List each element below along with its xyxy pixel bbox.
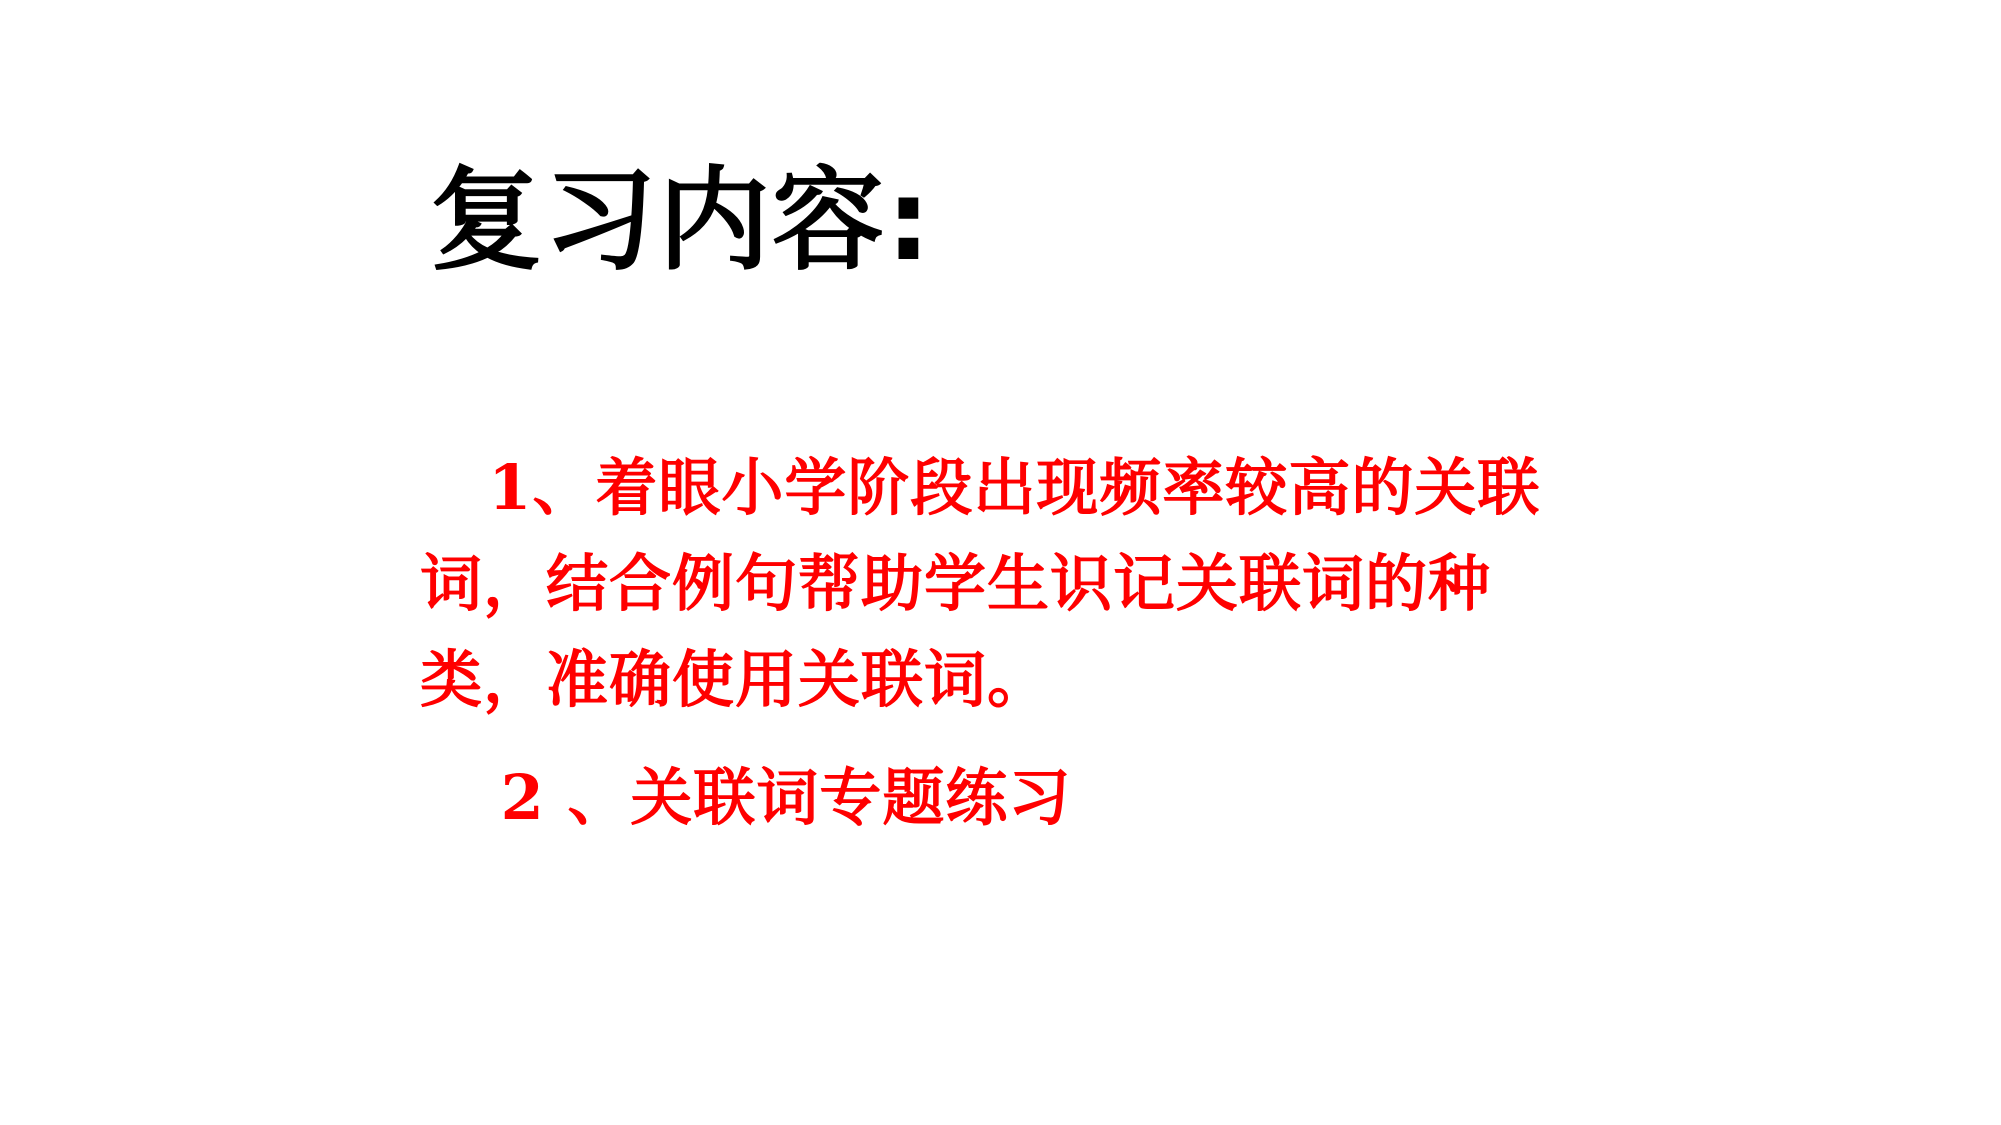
body-paragraph-2: 2 、关联词专题练习	[500, 761, 1072, 835]
slide-body	[420, 440, 1600, 846]
page-title: 复习内容:	[430, 156, 933, 286]
body-paragraph-1: 1、着眼小学阶段出现频率较高的关联词，结合例句帮助学生识记关联词的种类，准确使用关联词。	[420, 451, 1541, 717]
